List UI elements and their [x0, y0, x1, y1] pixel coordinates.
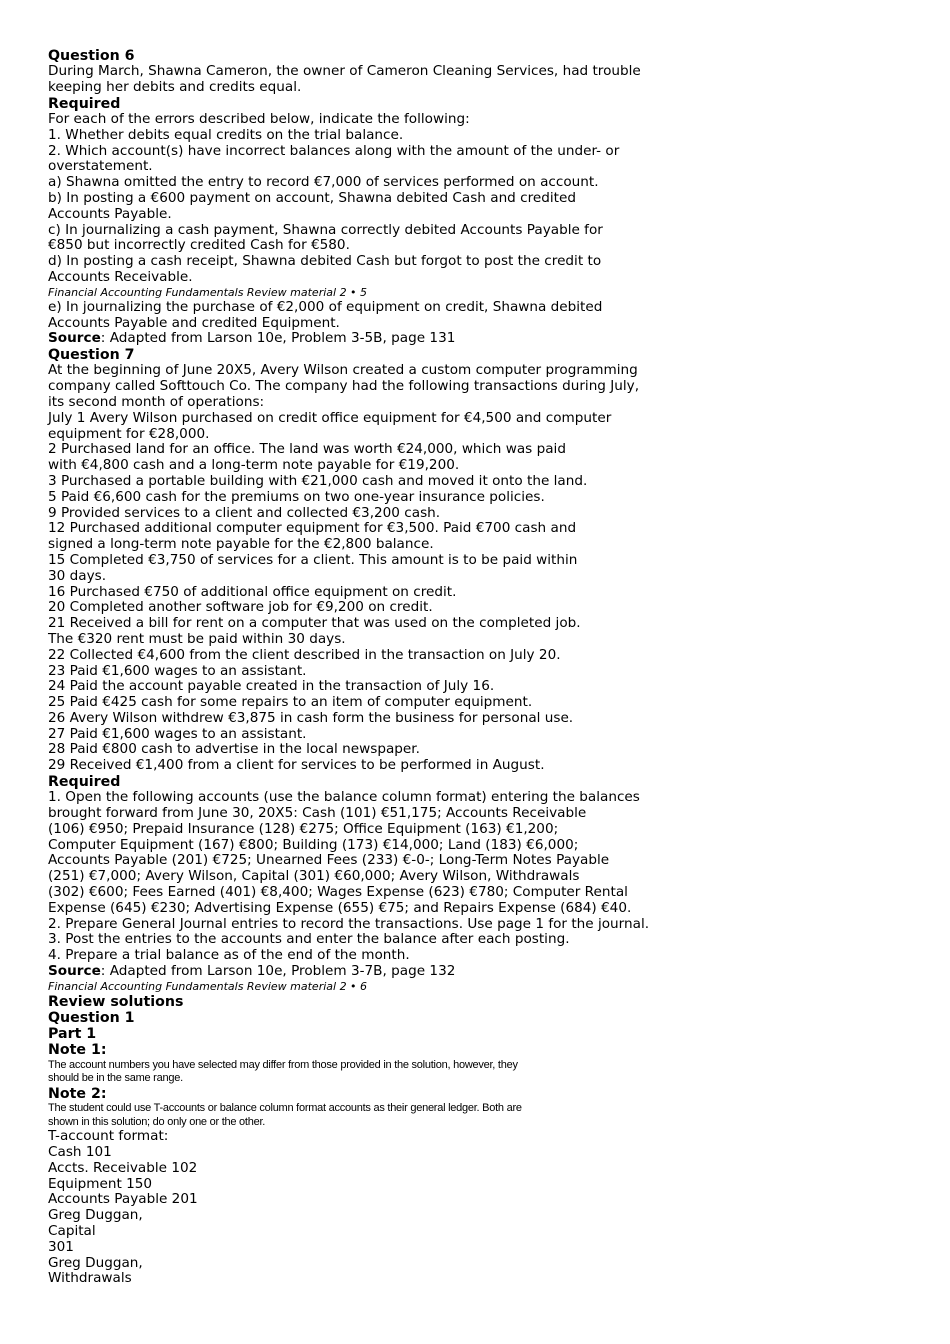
list-item: Cash 101 — [48, 1144, 112, 1161]
list-item: Greg Duggan, — [48, 1207, 143, 1224]
text-line: 1. Whether debits equal credits on the trial balance. — [48, 126, 404, 143]
text-line: 5 Paid €6,600 cash for the premiums on two one-year insurance policies. — [48, 488, 545, 505]
text-line: (106) €950; Prepaid Insurance (128) €275; Office Equipment (163) €1,200; — [48, 820, 559, 837]
source-text: : Adapted from Larson 10e, Problem 3-5B, page 131 — [100, 330, 456, 347]
q6-instructions-continued — [48, 300, 908, 332]
text-line: 16 Purchased €750 of additional office equipment on credit. — [48, 583, 457, 600]
text-line: €850 but incorrectly credited Cash for €580. — [48, 237, 350, 254]
list-item: Accts. Receivable 102 — [48, 1159, 198, 1176]
text-line: with €4,800 cash and a long-term note payable for €19,200. — [48, 457, 460, 474]
text-line: its second month of operations: — [48, 393, 265, 410]
text-line: 24 Paid the account payable created in the transaction of July 16. — [48, 678, 495, 695]
text-line: The account numbers you have selected may differ from those provided in the solution, however, they — [48, 1058, 518, 1071]
text-line: The student could use T-accounts or balance column format accounts as their general ledger. Both are — [48, 1102, 522, 1115]
page-footer: Financial Accounting Fundamentals Review material 2 • 6 — [48, 979, 368, 993]
q6-required-heading: Required — [48, 95, 121, 112]
solutions-part-title: Part 1 — [48, 1026, 97, 1043]
list-item: 301 — [48, 1238, 74, 1255]
t-account-list — [48, 1129, 908, 1287]
text-line: a) Shawna omitted the entry to record €7,000 of services performed on account. — [48, 174, 599, 191]
text-line: 2. Prepare General Journal entries to record the transactions. Use page 1 for the journal. — [48, 915, 650, 932]
source-label: Source — [48, 330, 101, 347]
text-line: At the beginning of June 20X5, Avery Wilson created a custom computer programming — [48, 362, 638, 379]
solutions-heading: Review solutions — [48, 993, 184, 1010]
text-line: d) In posting a cash receipt, Shawna debited Cash but forgot to post the credit to — [48, 253, 602, 270]
note2-title: Note 2: — [48, 1085, 107, 1102]
q7-instructions — [48, 790, 908, 964]
list-item: Greg Duggan, — [48, 1254, 143, 1271]
text-line: equipment for €28,000. — [48, 425, 210, 442]
text-line: 26 Avery Wilson withdrew €3,875 in cash form the business for personal use. — [48, 709, 574, 726]
q6-source — [48, 331, 908, 347]
text-line: overstatement. — [48, 158, 153, 175]
q6-title: Question 6 — [48, 48, 135, 64]
text-line: e) In journalizing the purchase of €2,000 of equipment on credit, Shawna debited — [48, 298, 603, 315]
note1-text — [48, 1059, 908, 1086]
list-item: T-account format: — [48, 1128, 169, 1145]
text-line: 3. Post the entries to the accounts and enter the balance after each posting. — [48, 931, 570, 948]
text-line: 3 Purchased a portable building with €21,000 cash and moved it onto the land. — [48, 472, 588, 489]
text-line: Accounts Payable. — [48, 205, 172, 222]
list-item: Accounts Payable 201 — [48, 1191, 198, 1208]
text-line: (302) €600; Fees Earned (401) €8,400; Wages Expense (623) €780; Computer Rental — [48, 884, 628, 901]
text-line: c) In journalizing a cash payment, Shawna correctly debited Accounts Payable for — [48, 221, 603, 238]
list-item: Withdrawals — [48, 1270, 132, 1287]
text-line: Accounts Receivable. — [48, 268, 193, 285]
list-item: Capital — [48, 1223, 96, 1240]
text-line: 9 Provided services to a client and collected €3,200 cash. — [48, 504, 441, 521]
note1-title: Note 1: — [48, 1042, 107, 1059]
text-line: 15 Completed €3,750 of services for a client. This amount is to be paid within — [48, 551, 578, 568]
q7-transactions — [48, 363, 908, 774]
q7-title: Question 7 — [48, 347, 135, 364]
text-line: should be in the same range. — [48, 1072, 183, 1085]
text-line: 27 Paid €1,600 wages to an assistant. — [48, 725, 307, 742]
text-line: 23 Paid €1,600 wages to an assistant. — [48, 662, 307, 679]
source-label: Source — [48, 963, 101, 980]
source-text: : Adapted from Larson 10e, Problem 3-7B, page 132 — [100, 963, 456, 980]
text-line: Expense (645) €230; Advertising Expense (655) €75; and Repairs Expense (684) €40. — [48, 899, 632, 916]
text-line: 2 Purchased land for an office. The land was worth €24,000, which was paid — [48, 441, 566, 458]
text-line: b) In posting a €600 payment on account, Shawna debited Cash and credited — [48, 189, 576, 206]
text-line: 21 Received a bill for rent on a computer that was used on the completed job. — [48, 615, 581, 632]
document-page — [48, 48, 908, 1287]
note2-text — [48, 1102, 908, 1129]
text-line: shown in this solution; do only one or the other. — [48, 1115, 266, 1128]
text-line: For each of the errors described below, indicate the following: — [48, 111, 470, 127]
solutions-question-title: Question 1 — [48, 1010, 135, 1027]
text-line: signed a long-term note payable for the €2,800 balance. — [48, 536, 434, 553]
text-line: 20 Completed another software job for €9,200 on credit. — [48, 599, 433, 616]
text-line: 28 Paid €800 cash to advertise in the local newspaper. — [48, 741, 420, 758]
text-line: Computer Equipment (167) €800; Building (173) €14,000; Land (183) €6,000; — [48, 836, 579, 853]
text-line: 29 Received €1,400 from a client for services to be performed in August. — [48, 757, 545, 774]
text-line: 25 Paid €425 cash for some repairs to an item of computer equipment. — [48, 694, 533, 711]
text-line: company called Softtouch Co. The company had the following transactions during July, — [48, 378, 640, 395]
text-line: Accounts Payable (201) €725; Unearned Fees (233) €-0-; Long-Term Notes Payable — [48, 852, 610, 869]
text-line: 12 Purchased additional computer equipment for €3,500. Paid €700 cash and — [48, 520, 577, 537]
page-footer: Financial Accounting Fundamentals Review material 2 • 5 — [48, 285, 368, 299]
text-line: Accounts Payable and credited Equipment. — [48, 314, 340, 331]
q6-intro — [48, 64, 908, 96]
q7-source — [48, 964, 908, 980]
q7-required-heading: Required — [48, 774, 121, 791]
text-line: keeping her debits and credits equal. — [48, 79, 302, 95]
text-line: 30 days. — [48, 567, 107, 584]
text-line: 1. Open the following accounts (use the balance column format) entering the balances — [48, 789, 640, 806]
q6-instructions — [48, 112, 908, 286]
text-line: 22 Collected €4,600 from the client described in the transaction on July 20. — [48, 646, 561, 663]
text-line: 4. Prepare a trial balance as of the end of the month. — [48, 947, 410, 964]
text-line: (251) €7,000; Avery Wilson, Capital (301) €60,000; Avery Wilson, Withdrawals — [48, 868, 580, 885]
text-line: brought forward from June 30, 20X5: Cash (101) €51,175; Accounts Receivable — [48, 805, 587, 822]
text-line: The €320 rent must be paid within 30 days. — [48, 630, 346, 647]
text-line: July 1 Avery Wilson purchased on credit office equipment for €4,500 and computer — [48, 409, 612, 426]
text-line: 2. Which account(s) have incorrect balances along with the amount of the under- or — [48, 142, 620, 159]
text-line: During March, Shawna Cameron, the owner of Cameron Cleaning Services, had trouble — [48, 63, 641, 80]
list-item: Equipment 150 — [48, 1175, 153, 1192]
